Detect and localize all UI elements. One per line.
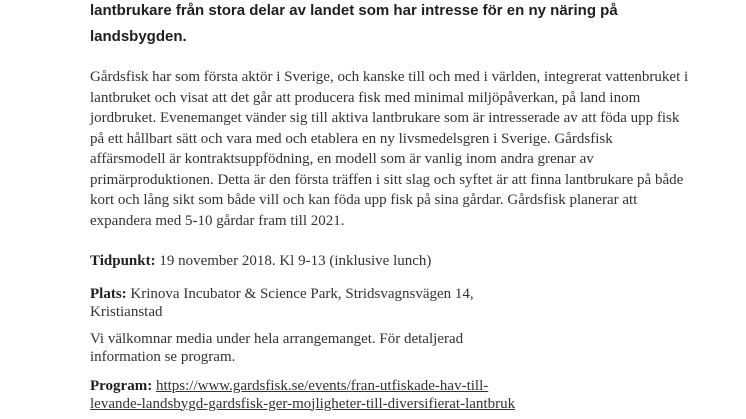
body-paragraph: Gårdsfisk har som första aktör i Sverige, och kanske till och med i världen, integrerat vattenbruket i lantbruket och visat att det går att producera fisk med minimal miljöpåverkan, på land inom jordbruket. Evenemanget vänder sig till aktiva lantbrukare som är intresserade av att föda upp fisk på ett hållbart sätt och vara med och etablera en ny livsmedelsgren i Sverige. Gårdsfisk affärsmodell är kontraktsuppfödning, en modell som är vanlig inom andra grenar av primärproduktionen. Detta är den första träffen i sitt slag och syftet är att finna lantbrukare på både kort och lång sikt som både vill och kan föda upp fisk på sina gårdar. Gårdsfisk planerar att expandera med 5-10 gårdar fram till 2021. [90, 69, 689, 229]
plats-line [90, 286, 490, 321]
program-label: Program: [90, 378, 153, 394]
plats-value: Krinova Incubator & Science Park, Stridsvagnsvägen 14, Kristianstad [90, 286, 474, 320]
program-link[interactable]: https://www.gardsfisk.se/events/fran-utfiskade-hav-till-levande-landsbygd-gardsfisk-ger-mojligheter-till-diversifierat-lantbruk [90, 378, 516, 412]
tidpunkt-value: 19 november 2018. Kl 9-13 (inklusive lunch) [159, 253, 432, 269]
tidpunkt-label: Tidpunkt: [90, 253, 156, 269]
lead-paragraph: lantbrukare från stora delar av landet som har intresse för en ny näring på landsbygden. [90, 2, 618, 45]
plats-label: Plats: [90, 286, 127, 302]
media-note: Vi välkomnar media under hela arrangemanget. För detaljerad information se program. [90, 331, 464, 365]
tidpunkt-line [90, 253, 690, 271]
program-line [90, 378, 530, 413]
